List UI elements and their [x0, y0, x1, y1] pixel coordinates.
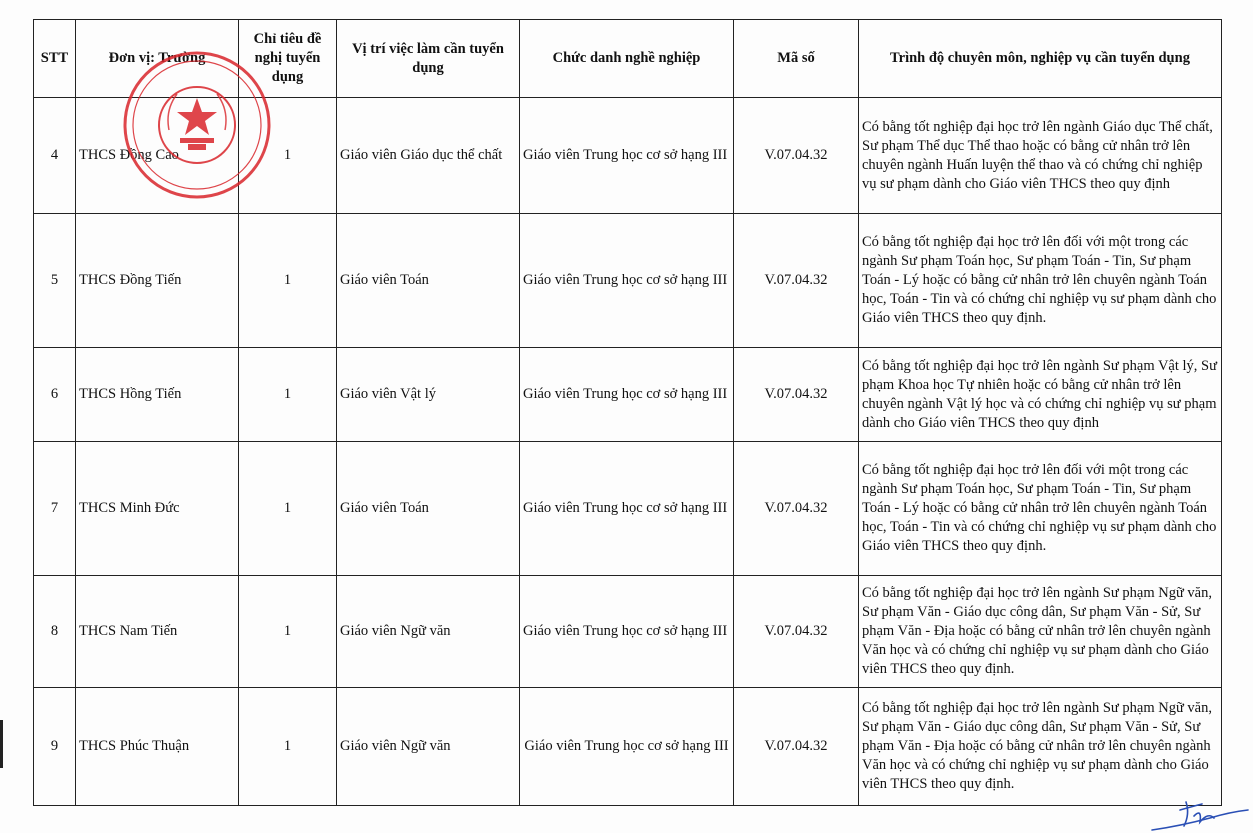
table-header-row — [34, 20, 1222, 98]
table-row — [34, 576, 1222, 688]
cell-unit: THCS Nam Tiến — [76, 576, 239, 688]
cell-code: V.07.04.32 — [734, 348, 859, 442]
cell-position: Giáo viên Ngữ văn — [337, 688, 520, 806]
cell-code: V.07.04.32 — [734, 214, 859, 348]
cell-requirement: Có bằng tốt nghiệp đại học trở lên đối với một trong các ngành Sư phạm Toán học, Sư phạm Toán - Tin, Sư phạm Toán - Lý hoặc có bằng cử nhân trở lên chuyên ngành Toán học, Toán - Tin và có chứng chỉ nghiệp vụ sư phạm dành cho Giáo viên THCS theo quy định. — [859, 442, 1222, 576]
cell-requirement: Có bằng tốt nghiệp đại học trở lên ngành Sư phạm Ngữ văn, Sư phạm Văn - Giáo dục công dân, Sư phạm Văn - Sử, Sư phạm Văn - Địa hoặc có bằng cử nhân trở lên chuyên ngành Văn học và có chứng chỉ nghiệp vụ sư phạm dành cho Giáo viên THCS theo quy định. — [859, 576, 1222, 688]
table-row — [34, 214, 1222, 348]
cell-stt: 9 — [34, 688, 76, 806]
cell-requirement: Có bằng tốt nghiệp đại học trở lên ngành Giáo dục Thể chất, Sư phạm Thể dục Thể thao hoặc có bằng cử nhân trở lên chuyên ngành Huấn luyện thể thao và có chứng chỉ nghiệp vụ sư phạm dành cho Giáo viên THCS theo quy định — [859, 98, 1222, 214]
cell-unit: THCS Đồng Cao — [76, 98, 239, 214]
cell-quota: 1 — [239, 442, 337, 576]
cell-quota: 1 — [239, 688, 337, 806]
binding-mark — [0, 720, 3, 768]
table-row — [34, 348, 1222, 442]
cell-position: Giáo viên Toán — [337, 214, 520, 348]
cell-position: Giáo viên Toán — [337, 442, 520, 576]
header-title: Chức danh nghề nghiệp — [520, 20, 734, 98]
cell-unit: THCS Đồng Tiến — [76, 214, 239, 348]
cell-requirement: Có bằng tốt nghiệp đại học trở lên đối với một trong các ngành Sư phạm Toán học, Sư phạm Toán - Tin, Sư phạm Toán - Lý hoặc có bằng cử nhân trở lên chuyên ngành Toán học, Toán - Tin và có chứng chỉ nghiệp vụ sư phạm dành cho Giáo viên THCS theo quy định. — [859, 214, 1222, 348]
table-row — [34, 442, 1222, 576]
recruitment-table — [33, 19, 1222, 806]
table-row — [34, 98, 1222, 214]
cell-quota: 1 — [239, 348, 337, 442]
cell-title: Giáo viên Trung học cơ sở hạng III — [520, 688, 734, 806]
cell-quota: 1 — [239, 98, 337, 214]
header-quota: Chỉ tiêu đề nghị tuyển dụng — [239, 20, 337, 98]
cell-position: Giáo viên Vật lý — [337, 348, 520, 442]
cell-title: Giáo viên Trung học cơ sở hạng III — [520, 98, 734, 214]
cell-code: V.07.04.32 — [734, 688, 859, 806]
cell-unit: THCS Hồng Tiến — [76, 348, 239, 442]
header-requirement: Trình độ chuyên môn, nghiệp vụ cần tuyển dụng — [859, 20, 1222, 98]
cell-stt: 4 — [34, 98, 76, 214]
cell-code: V.07.04.32 — [734, 98, 859, 214]
header-stt: STT — [34, 20, 76, 98]
cell-stt: 6 — [34, 348, 76, 442]
cell-position: Giáo viên Giáo dục thể chất — [337, 98, 520, 214]
cell-requirement: Có bằng tốt nghiệp đại học trở lên ngành Sư phạm Ngữ văn, Sư phạm Văn - Giáo dục công dân, Sư phạm Văn - Sử, Sư phạm Văn - Địa hoặc có bằng cử nhân trở lên chuyên ngành Văn học và có chứng chỉ nghiệp vụ sư phạm dành cho Giáo viên THCS theo quy định. — [859, 688, 1222, 806]
cell-title: Giáo viên Trung học cơ sở hạng III — [520, 214, 734, 348]
cell-quota: 1 — [239, 214, 337, 348]
cell-stt: 8 — [34, 576, 76, 688]
cell-unit: THCS Minh Đức — [76, 442, 239, 576]
cell-unit: THCS Phúc Thuận — [76, 688, 239, 806]
header-unit: Đơn vị: Trường — [76, 20, 239, 98]
header-position: Vị trí việc làm cần tuyển dụng — [337, 20, 520, 98]
cell-title: Giáo viên Trung học cơ sở hạng III — [520, 576, 734, 688]
cell-title: Giáo viên Trung học cơ sở hạng III — [520, 348, 734, 442]
cell-requirement: Có bằng tốt nghiệp đại học trở lên ngành Sư phạm Vật lý, Sư phạm Khoa học Tự nhiên hoặc có bằng cử nhân trở lên chuyên ngành Vật lý học và có chứng chỉ nghiệp vụ sư phạm dành cho Giáo viên THCS theo quy định — [859, 348, 1222, 442]
cell-title: Giáo viên Trung học cơ sở hạng III — [520, 442, 734, 576]
cell-position: Giáo viên Ngữ văn — [337, 576, 520, 688]
header-code: Mã số — [734, 20, 859, 98]
cell-stt: 7 — [34, 442, 76, 576]
cell-code: V.07.04.32 — [734, 442, 859, 576]
table-row — [34, 688, 1222, 806]
cell-quota: 1 — [239, 576, 337, 688]
cell-stt: 5 — [34, 214, 76, 348]
cell-code: V.07.04.32 — [734, 576, 859, 688]
